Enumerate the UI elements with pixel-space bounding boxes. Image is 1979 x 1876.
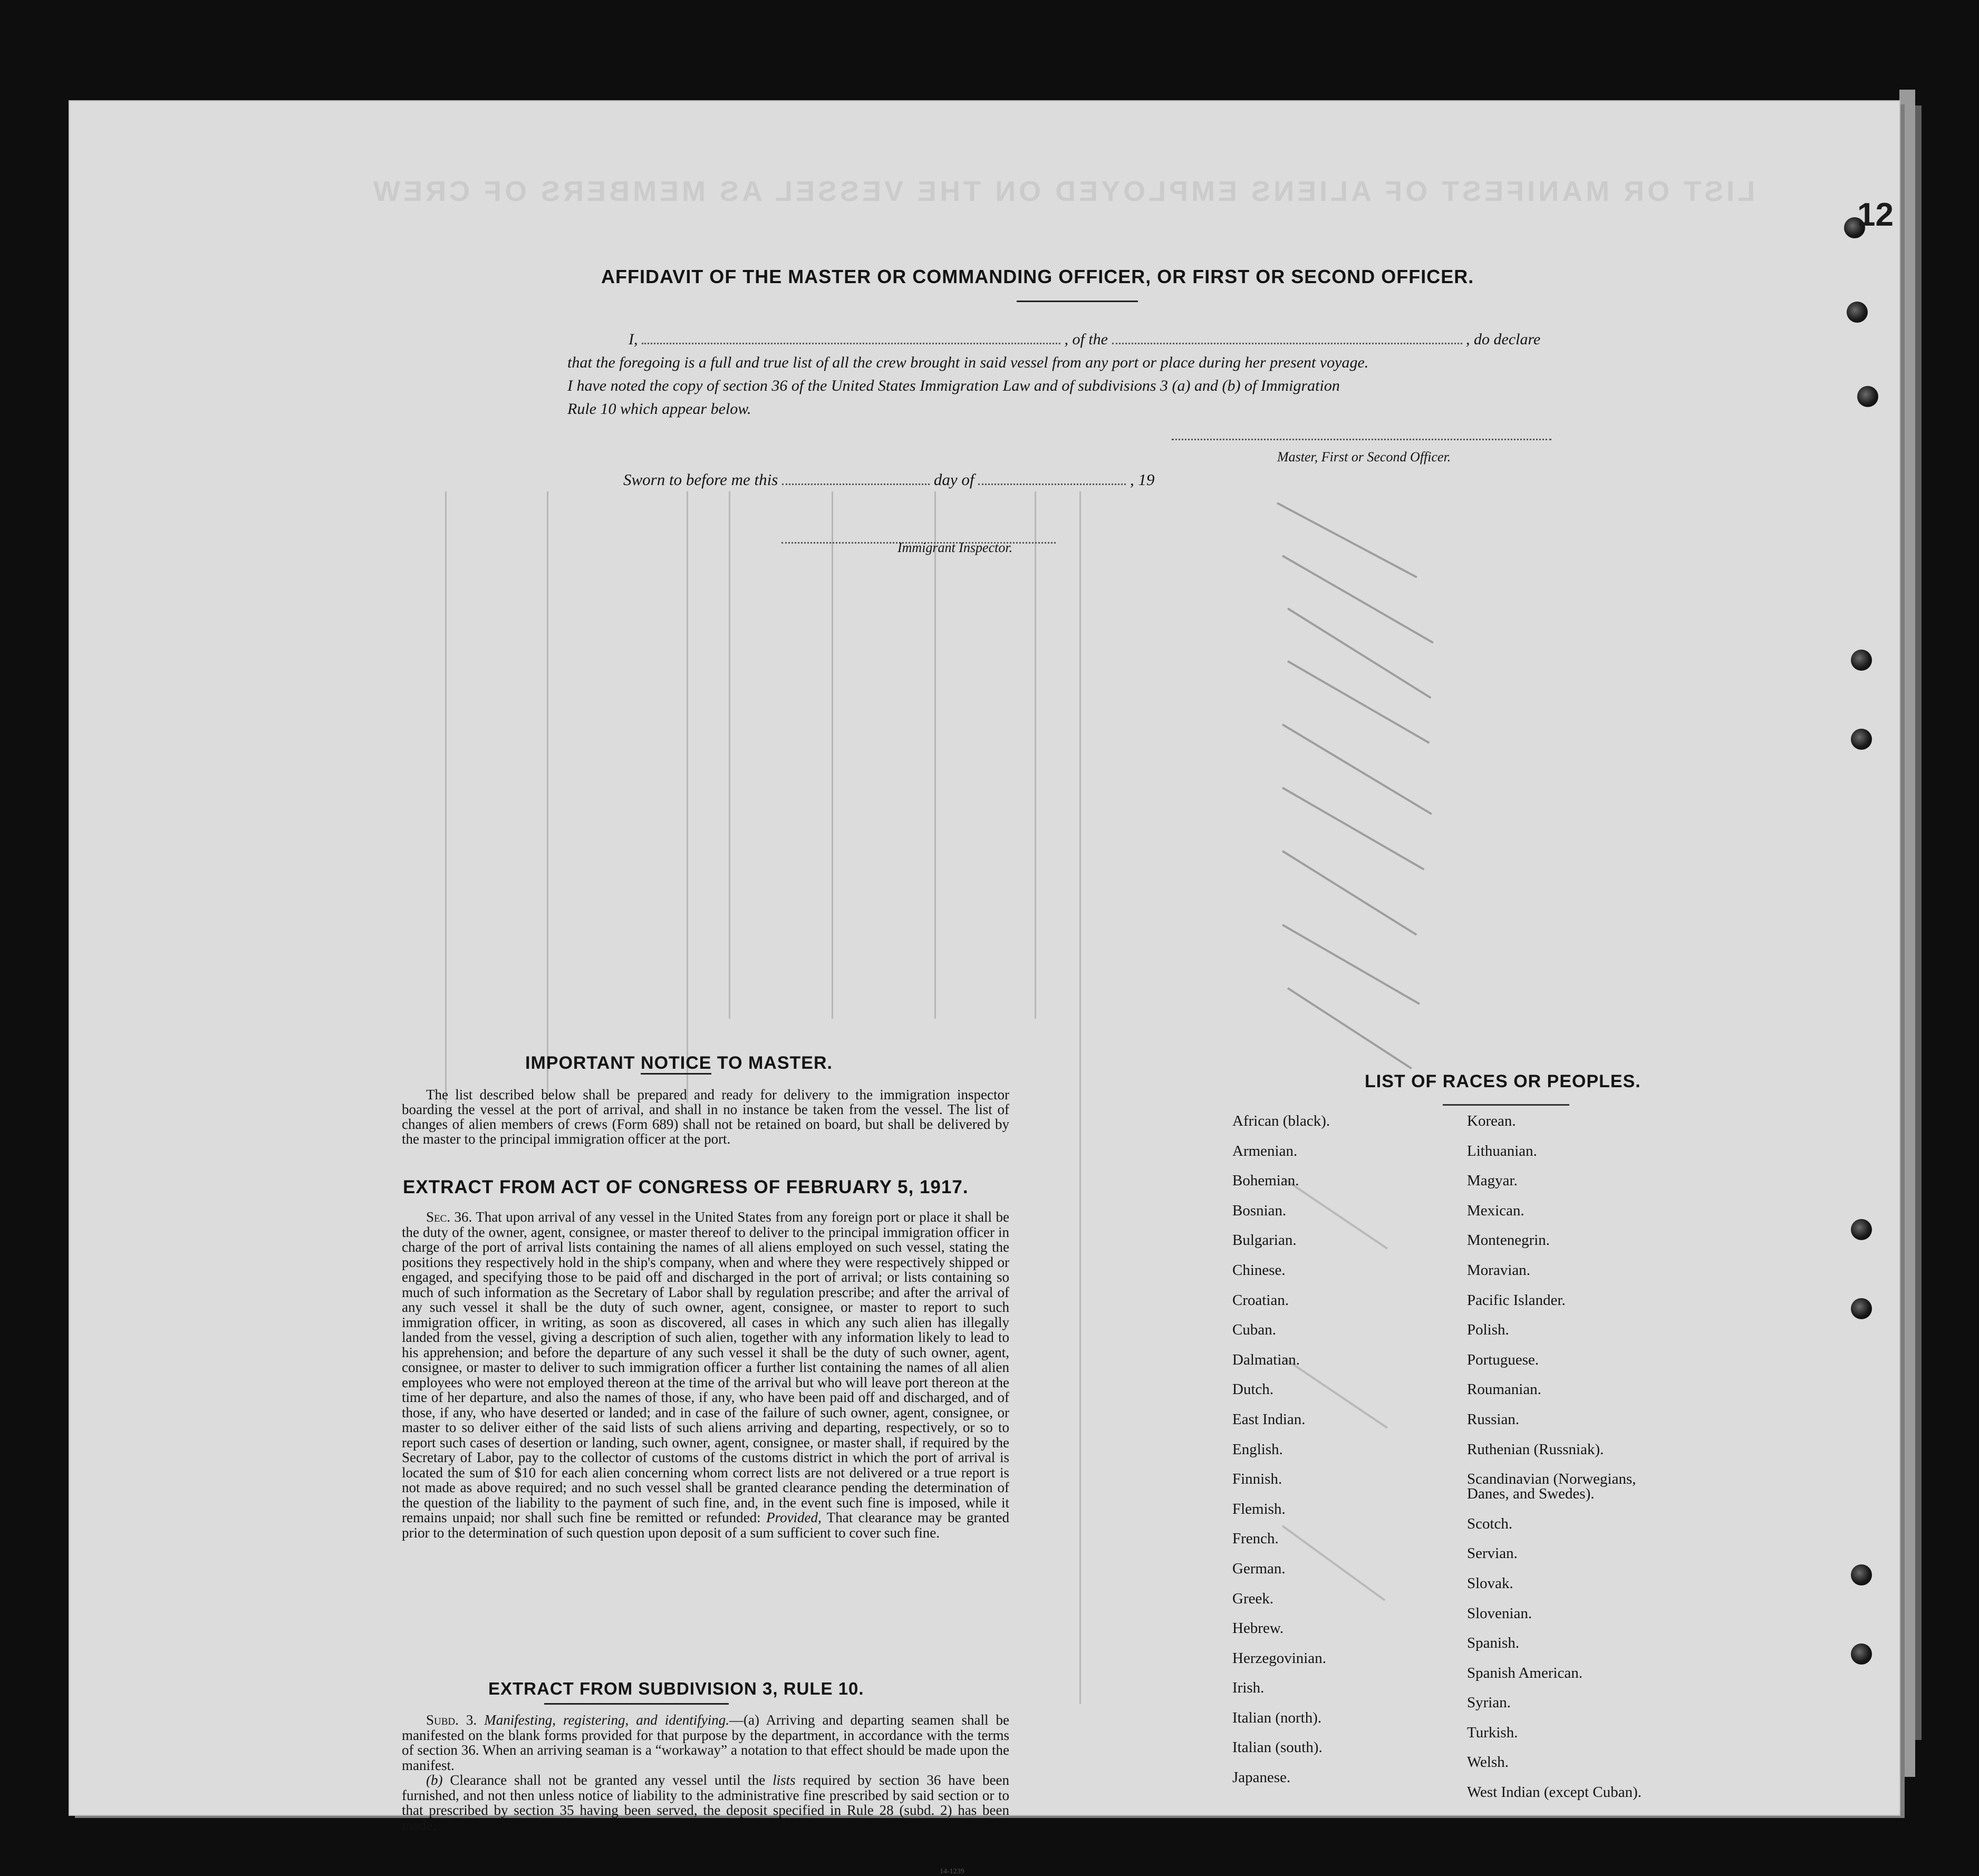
act-extract-body <box>402 1210 1009 1540</box>
race-item: Syrian. <box>1467 1694 1511 1711</box>
affidavit-declaration-line <box>567 328 1580 351</box>
race-item: Bosnian. <box>1232 1202 1287 1219</box>
races-title: LIST OF RACES OR PEOPLES. <box>1365 1071 1641 1091</box>
pencil-stroke <box>1277 502 1417 578</box>
master-signature-label: Master, First or Second Officer. <box>1277 449 1451 465</box>
sworn-date-field[interactable] <box>782 473 930 485</box>
punch-hole <box>1851 1298 1872 1319</box>
bleed-through-heading: LIST OR MANIFEST OF ALIENS EMPLOYED ON THE VESSEL AS MEMBERS OF CREW <box>370 176 1755 207</box>
race-item: German. <box>1232 1560 1286 1577</box>
race-item: Turkish. <box>1467 1724 1518 1741</box>
race-item: Greek. <box>1232 1590 1274 1607</box>
race-item: Spanish American. <box>1467 1664 1583 1681</box>
clause-b-text: Clearance shall not be granted any vessel until the <box>450 1772 766 1788</box>
pencil-stroke <box>1282 924 1420 1004</box>
race-item: Finnish. <box>1232 1471 1282 1488</box>
bleed-column-line <box>934 491 936 1019</box>
punch-hole <box>1851 1643 1872 1665</box>
clause-a-text: Arriving and departing seamen shall be manifested on the blank forms provided for that purpose by the department, in accordance with the terms of section 36. When an arriving seaman is a “workaway” a notation to that effect should be made upon the manifest. <box>402 1712 1010 1773</box>
sworn-line <box>623 470 1154 489</box>
race-item: Roumanian. <box>1467 1381 1541 1398</box>
day-of-label: day of <box>933 470 974 489</box>
vessel-name-field[interactable] <box>1112 332 1462 344</box>
notice-title-pre: IMPORTANT <box>525 1053 641 1073</box>
page-number: 12 <box>1857 197 1894 233</box>
punch-hole <box>1851 729 1872 750</box>
race-item: Servian. <box>1467 1545 1518 1562</box>
subdivision-a-paragraph <box>402 1713 1009 1773</box>
subdivision-b-paragraph <box>402 1773 1009 1833</box>
sworn-month-field[interactable] <box>978 473 1126 485</box>
race-item: Mexican. <box>1467 1202 1524 1219</box>
affidavit-text-line: I have noted the copy of section 36 of the United States Immigration Law and of subdivisions 3 (a) and (b) of Immigration <box>567 377 1340 394</box>
bleed-column-line <box>547 491 548 1103</box>
race-item: Scotch. <box>1467 1515 1513 1532</box>
notice-body <box>402 1087 1009 1146</box>
rule-extract-body <box>402 1713 1009 1833</box>
bleed-column-line <box>1079 491 1081 1704</box>
race-item: Welsh. <box>1467 1754 1509 1771</box>
race-item: Cuban. <box>1232 1321 1276 1339</box>
race-item: Italian (south). <box>1232 1739 1322 1756</box>
race-item: Flemish. <box>1232 1500 1286 1517</box>
punch-hole <box>1851 1564 1872 1585</box>
affidavit-i: I, <box>629 331 638 348</box>
race-item: Irish. <box>1232 1679 1264 1697</box>
pencil-stroke <box>1282 555 1434 643</box>
clause-a-label: —(a) <box>729 1712 759 1728</box>
race-item: Bulgarian. <box>1232 1232 1297 1249</box>
race-item: Armenian. <box>1232 1142 1298 1159</box>
race-item: Croatian. <box>1232 1291 1289 1309</box>
race-item: Moravian. <box>1467 1261 1530 1279</box>
race-item: French. <box>1232 1530 1279 1548</box>
pencil-stroke <box>1287 607 1431 699</box>
notice-paragraph: The list described below shall be prepared and ready for delivery to the immigration inspector boarding the vessel at the port of arrival, and shall in no instance be taken from the vessel. The list of changes of alien members of crews (Form 689) shall not be retained on board, but shall be delivered by the master to the principal immigration officer at the port. <box>402 1087 1009 1147</box>
section-36-text-end: That clearance may be granted prior to the determination of such question upon deposit of a sum sufficient to cover such fine. <box>402 1510 1010 1541</box>
affidavit-text-line: Rule 10 which appear below. <box>567 400 751 418</box>
race-item: Bohemian. <box>1232 1172 1299 1190</box>
race-item: East Indian. <box>1232 1410 1306 1428</box>
section-36-text: That upon arrival of any vessel in the United States from any foreign port or place it shall be the duty of the owner, agent, consignee, or master thereof to deliver to the principal immigration officer in charge of the port of arrival lists containing the names of all aliens employed on such vessel, stating the positions they respectively hold in the ship's company, when and where they were respectively shipped or engaged, and specifying those to be paid off and discharged in the port of arrival; or lists containing so much of such information as the Secretary of Labor shall by regulation prescribe; and after the arrival of any such vessel it shall be the duty of such owner, agent, consignee, or master to report to such immigration officer, in writing, as soon as discovered, all cases in which any such alien has illegally landed from the vessel, giving a description of such alien, together with any information likely to lead to his apprehension; and before the departure of any such vessel it shall be the duty of such owner, agent, consignee, or master to deliver to such immigration officer a further list containing the names of all alien employees who were not employed thereon at the time of the arrival but who will leave port thereon at the time of her departure, and also the names of those, if any, who have been paid off and discharged, and of those, if any, who have deserted or landed; and in case of the failure of such owner, agent, consignee, or master to so deliver either of the said lists of such aliens arriving and departing, respectively, or so to report such cases of desertion or landing, such owner, agent, consignee, or master shall, if required by the Secretary of Labor, pay to the collector of customs of the customs district in which the port of arrival is located the sum of $10 for each alien concerning whom correct lists are not delivered or a true report is not made as above required; and no such vessel shall be granted clearance pending the determination of the question of the liability to the payment of such fine, and, in the event such fine is imposed, while it remains unpaid; nor shall such fine be remitted or refunded: <box>402 1209 1010 1525</box>
punch-hole <box>1857 386 1878 407</box>
race-item: Portuguese. <box>1467 1351 1539 1368</box>
affidavit-body <box>567 328 1580 421</box>
race-item: Pacific Islander. <box>1467 1291 1566 1309</box>
bleed-column-line <box>729 491 730 1019</box>
race-item: Polish. <box>1467 1321 1509 1339</box>
race-item: Slovak. <box>1467 1574 1513 1592</box>
affidavit-text-line: that the foregoing is a full and true list of all the crew brought in said vessel from any port or place during her present voyage. <box>567 354 1369 371</box>
year-label: , 19 <box>1130 470 1155 489</box>
race-item: English. <box>1232 1440 1283 1458</box>
rule-extract-title: EXTRACT FROM SUBDIVISION 3, RULE 10. <box>488 1679 864 1698</box>
page-edge <box>1899 90 1915 1777</box>
bleed-column-line <box>832 491 833 1019</box>
races-left-column <box>1232 1114 1454 1800</box>
notice-title-underlined: NOTICE <box>641 1053 711 1075</box>
officer-name-field[interactable] <box>642 332 1060 344</box>
pencil-stroke <box>1282 850 1417 935</box>
section-label: Sec. 36. <box>426 1209 472 1225</box>
race-item: Korean. <box>1467 1113 1516 1129</box>
clause-b-lists: lists <box>773 1772 796 1788</box>
bleed-column-line <box>687 491 688 1103</box>
act-extract-title: EXTRACT FROM ACT OF CONGRESS OF FEBRUARY 5, 1917. <box>403 1177 969 1197</box>
affidavit-title-rule <box>1017 301 1138 302</box>
races-right-column <box>1467 1114 1731 1815</box>
bleed-column-line <box>445 491 447 1103</box>
provided-label: Provided, <box>766 1510 822 1525</box>
race-item: Spanish. <box>1467 1635 1520 1652</box>
race-item: Dalmatian. <box>1232 1351 1300 1368</box>
race-item: Japanese. <box>1232 1769 1291 1786</box>
punch-hole <box>1851 650 1872 671</box>
affidavit-of-the: , of the <box>1064 331 1108 348</box>
race-item: Herzegovinian. <box>1232 1649 1326 1667</box>
pencil-stroke <box>1287 660 1430 743</box>
race-item: Hebrew. <box>1232 1620 1284 1637</box>
subdivision-heading: Manifesting, registering, and identifying. <box>484 1712 729 1728</box>
punch-hole <box>1847 302 1868 323</box>
races-title-rule <box>1443 1104 1569 1106</box>
sworn-label: Sworn to before me this <box>623 470 778 489</box>
race-item: Montenegrin. <box>1467 1232 1550 1249</box>
race-item: Scandinavian (Norwegians, <box>1467 1471 1636 1488</box>
subdivision-label: Subd. 3. <box>426 1712 477 1728</box>
page-edge-shadow <box>1915 105 1922 1740</box>
affidavit-do-declare: , do declare <box>1466 331 1541 348</box>
race-item: Russian. <box>1467 1410 1520 1428</box>
race-item: Danes, and Swedes). <box>1467 1485 1595 1503</box>
race-item: Chinese. <box>1232 1261 1286 1279</box>
race-item: Slovenian. <box>1467 1604 1532 1622</box>
form-number: 14-1239 <box>940 1868 964 1875</box>
clause-b-text-end: required by section 36 have been furnished, and not then unless notice of liability to the administrative fine prescribed by said section or to that prescribed by section 35 having been served, the deposit specified in Rule 28 (subd. 2) has been made. <box>402 1772 1010 1833</box>
race-item: Ruthenian (Russniak). <box>1467 1440 1604 1458</box>
notice-title <box>525 1053 833 1074</box>
race-item: Magyar. <box>1467 1172 1518 1190</box>
pencil-stroke <box>1282 787 1424 870</box>
manifest-page <box>70 101 1899 1875</box>
section-36-paragraph <box>402 1210 1009 1540</box>
notice-title-post: TO MASTER. <box>711 1053 833 1073</box>
bleed-column-line <box>1035 491 1036 1019</box>
affidavit-title: AFFIDAVIT OF THE MASTER OR COMMANDING OFFICER, OR FIRST OR SECOND OFFICER. <box>601 266 1474 287</box>
race-item: Italian (north). <box>1232 1709 1322 1726</box>
race-item: Lithuanian. <box>1467 1142 1537 1159</box>
race-item: West Indian (except Cuban). <box>1467 1784 1642 1801</box>
rule-extract-rule <box>544 1703 729 1705</box>
race-item: African (black). <box>1232 1113 1330 1129</box>
pencil-stroke <box>1287 987 1412 1069</box>
clause-b-label: (b) <box>426 1772 443 1788</box>
punch-hole <box>1851 1219 1872 1240</box>
race-item: Dutch. <box>1232 1381 1274 1398</box>
master-signature-line[interactable] <box>1172 439 1551 440</box>
inspector-signature-label: Immigrant Inspector. <box>897 540 1013 555</box>
